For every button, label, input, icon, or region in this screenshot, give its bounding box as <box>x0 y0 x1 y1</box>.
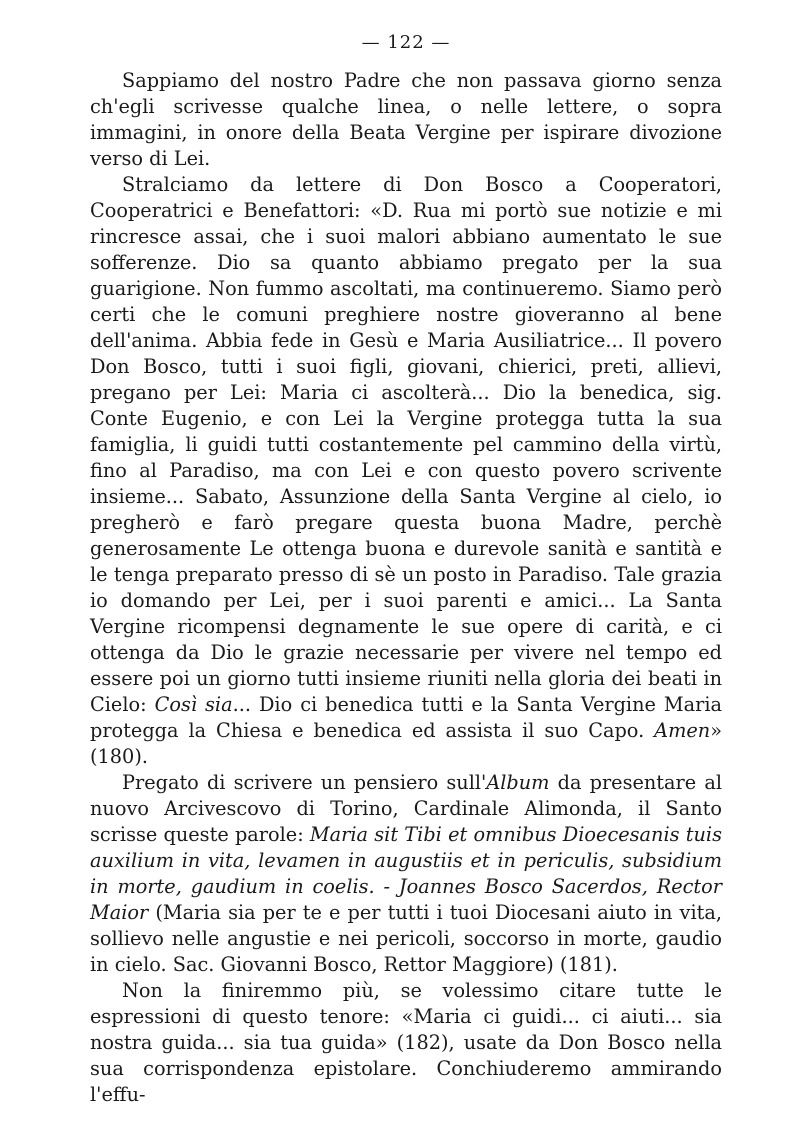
letters-italic-amen: Amen <box>654 719 711 742</box>
letters-italic-cosi-sia: Così sia <box>154 693 233 716</box>
album-italic-title: Album <box>486 771 550 794</box>
album-text-1: Pregato di scrivere un pensiero sull' <box>122 771 487 794</box>
letters-text-2: ... Dio ci benedica tutti e la Santa Vergine Maria protegga la Chiesa e benedica ed assista il suo Capo. <box>90 693 723 742</box>
page-number: — 122 — <box>361 32 451 53</box>
album-text-3: (Maria sia per te e per tutti i tuoi Diocesani aiuto in vita, sollievo nelle angustie e nei pericoli, soccorso in morte, gaudio in cielo. Sac. Giovanni Bosco, Rettor Maggiore) (181). <box>90 901 722 976</box>
paragraph-album-dedication <box>90 770 722 978</box>
book-page <box>90 30 722 1110</box>
album-text-2: da presentare al nuovo Arcivescovo di Torino, Cardinale Alimonda, il Santo scrisse queste parole: <box>90 771 722 846</box>
paragraph-conclusion: Non la finiremmo più, se volessimo citare tutte le espressioni di questo tenore: «Maria ci guidi... ci aiuti... sia nostra guida... sia tua guida» (182), usate da Don Bosco nella sua corrispondenza epistolare. Conchiuderemo ammirando l'effu- <box>90 979 722 1106</box>
paragraph-prayer-writing: Sappiamo del nostro Padre che non passava giorno senza ch'egli scrivesse qualche linea, o nelle lettere, o sopra immagini, in onore della Beata Vergine per ispirare divozione verso di Lei. <box>90 69 722 170</box>
paragraph-letters-excerpt <box>90 172 722 770</box>
album-latin-quote: Maria sit Tibi et omnibus Dioecesanis tuis auxilium in vita, levamen in augustiis et in periculis, subsidium in morte, gaudium in coelis. - Joannes Bosco Sacerdos, Rector Maior <box>90 823 722 924</box>
letters-text-1: Stralciamo da lettere di Don Bosco a Cooperatori, Cooperatrici e Benefattori: «D. Rua mi portò sue notizie e mi rincresce assai, che i suoi malori abbiano aumentato le sue sofferenze. Dio sa quanto abbiamo pregato per la sua guarigione. Non fummo ascoltati, ma continueremo. Siamo però certi che le comuni preghiere nostre gioveranno al bene dell'anima. Abbia fede in Gesù e Maria Ausiliatrice... Il povero Don Bosco, tutti i suoi figli, giovani, chierici, preti, allievi, pregano per Lei: Maria ci ascolterà... Dio la benedica, sig. Conte Eugenio, e con Lei la Vergine protegga tutta la sua famiglia, li guidi tutti costantemente pel cammino della virtù, fino al Paradiso, ma con Lei e con questo povero scrivente insieme... Sabato, Assunzione della Santa Vergine al cielo, io pregherò e farò pregare questa buona Madre, perchè generosamente Le ottenga buona e durevole sanità e santità e le tenga preparato presso di sè un posto in Paradiso. Tale grazia io domando per Lei, per i suoi parenti e amici... La Santa Vergine ricompensi degnamente le sue opere di carità, e ci ottenga da Dio le grazie necessarie per vivere nel tempo ed essere poi un giorno tutti insieme riuniti nella gloria dei beati in Cielo: <box>90 173 722 716</box>
letters-text-3: » (180). <box>90 719 722 768</box>
